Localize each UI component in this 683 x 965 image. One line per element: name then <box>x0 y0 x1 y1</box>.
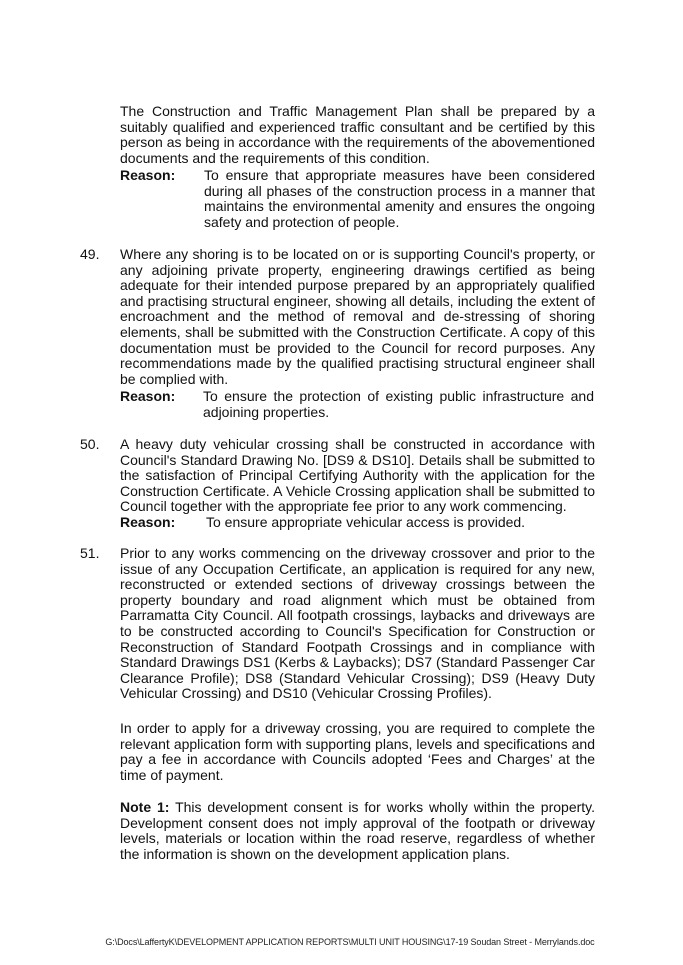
reason-text: To ensure the protection of existing public infrastructure and adjoining properties. <box>203 388 594 420</box>
condition-text-49: Where any shoring is to be located on or is supporting Council's property, or any adjoining private property, engineering drawings certified as being adequate for their intended purpose prepared by an appropriately qualified and practising structural engineer, showing all details, including the extent of encroachment and the method of removal and de-stressing of shoring elements, shall be submitted with the Construction Certificate. A copy of this documentation must be provided to the Council for record purposes. Any recommendations made by the qualified practising structural engineer shall be complied with. <box>120 246 595 387</box>
condition-51-paragraph-2: In order to apply for a driveway crossing, you are required to complete the relevant application form with supporting plans, levels and specifications and pay a fee in accordance with Councils adopted ‘Fees and Charges’ at the time of payment. <box>120 720 595 783</box>
condition-text-50: A heavy duty vehicular crossing shall be constructed in accordance with Council's Standard Drawing No. [DS9 & DS10]. Details shall be submitted to the satisfaction of Principal Certifying Authority with the application for the Construction Certificate. A Vehicle Crossing application shall be submitted to Council together with the appropriate fee prior to any work commencing. <box>120 436 595 515</box>
condition-number-51: 51. <box>80 545 100 561</box>
condition-text-51: Prior to any works commencing on the driveway crossover and prior to the issue of any Occupation Certificate, an application is required for any new, reconstructed or extended sections of driveway crossings between the property boundary and road alignment which must be obtained from Parramatta City Council. All footpath crossings, laybacks and driveways are to be constructed according to Council's Specification for Construction or Reconstruction of Standard Footpath Crossings and in compliance with Standard Drawings DS1 (Kerbs & Laybacks); DS7 (Standard Passenger Car Clearance Profile); DS8 (Standard Vehicular Crossing); DS9 (Heavy Duty Vehicular Crossing) and DS10 (Vehicular Crossing Profiles). <box>120 545 595 702</box>
footer-file-path: G:\Docs\LaffertyK\DEVELOPMENT APPLICATION REPORTS\MULTI UNIT HOUSING\17-19 Soudan Street - Merrylands.doc <box>105 937 595 947</box>
reason-text: To ensure that appropriate measures have been considered during all phases of the construction process in a manner that maintains the environmental amenity and ensures the ongoing safety and protection of people. <box>204 167 595 230</box>
reason-label: Reason: <box>120 514 176 530</box>
condition-number-50: 50. <box>80 436 100 452</box>
reason-text: To ensure appropriate vehicular access is provided. <box>206 514 526 530</box>
condition-51-note <box>120 800 595 862</box>
note-label: Note 1: <box>120 799 170 815</box>
note-text: This development consent is for works wholly within the property. Development consent does not imply approval of the footpath or driveway levels, materials or location within the road reserve, regardless of whether the information is shown on the development application plans. <box>120 799 596 862</box>
reason-label: Reason: <box>120 388 176 404</box>
intro-paragraph: The Construction and Traffic Management Plan shall be prepared by a suitably qualified and experienced traffic consultant and be certified by this person as being in accordance with the requirements of the abovementioned documents and the requirements of this condition. <box>120 103 595 166</box>
condition-number-49: 49. <box>80 246 100 262</box>
reason-label: Reason: <box>120 167 176 183</box>
